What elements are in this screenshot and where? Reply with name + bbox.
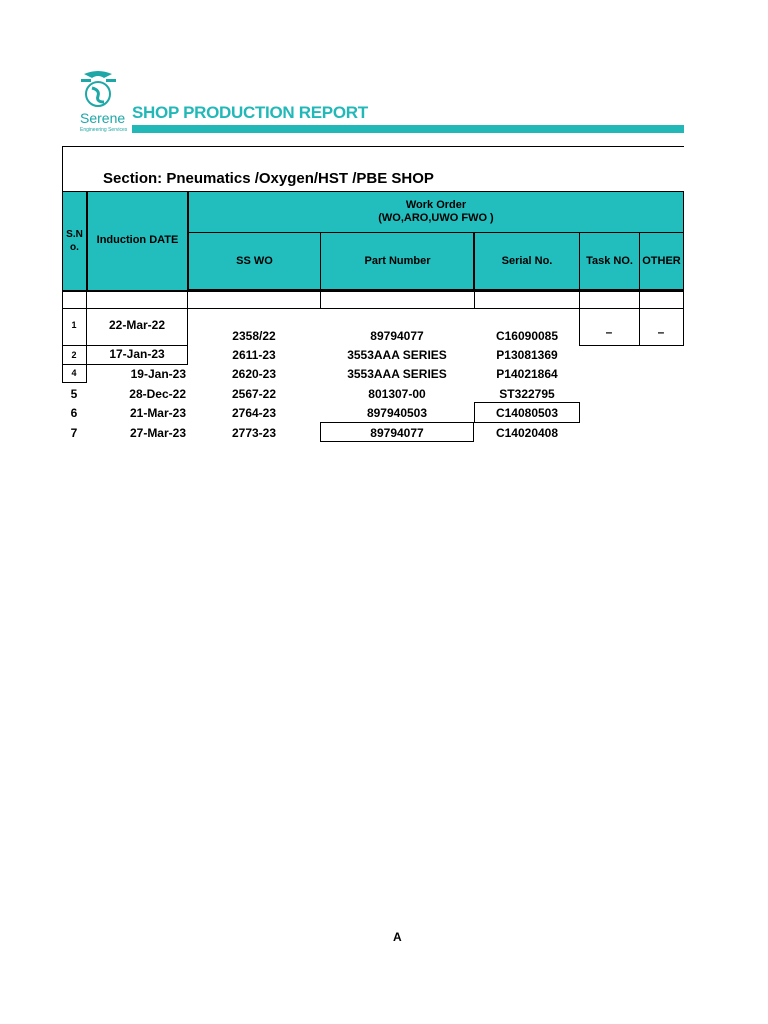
header-induction-date-label: Induction DATE [96, 234, 179, 246]
row6-part: 89794077 [370, 426, 424, 440]
frame-left-border [62, 146, 63, 191]
row1-date: 22-Mar-22 [108, 318, 166, 332]
blank-cell [474, 291, 580, 309]
row5-ss-wo: 2764-23 [231, 406, 277, 420]
row2-sno: 2 [71, 350, 77, 360]
row2-date: 17-Jan-23 [109, 347, 165, 361]
header-work-order [187, 191, 684, 233]
header-induction-date [87, 191, 188, 291]
row2-ss-wo: 2611-23 [232, 348, 276, 362]
row1-ss-wo: 2358/22 [232, 329, 276, 343]
header-ss-wo: SS WO [187, 232, 321, 291]
logo-name: Serene [80, 110, 126, 126]
row5-part: 897940503 [366, 406, 428, 420]
blank-cell [86, 291, 188, 309]
row6-ss-wo: 2773-23 [231, 426, 277, 440]
header-work-order-subtitle: (WO,ARO,UWO FWO ) [378, 212, 494, 224]
row6-sno: 7 [70, 426, 78, 440]
row1-serial: C16090085 [495, 329, 559, 343]
header-work-order-title: Work Order [405, 199, 467, 211]
row4-date: 28-Dec-22 [129, 387, 186, 401]
row4-sno: 5 [70, 387, 78, 401]
row3-part: 3553AAA SERIES [347, 367, 447, 381]
row4-ss-wo: 2567-22 [231, 387, 277, 401]
row5-serial: C14080503 [495, 406, 559, 420]
row4-part: 801307-00 [368, 387, 426, 401]
row5-sno: 6 [70, 406, 78, 420]
row1-part: 89794077 [370, 329, 424, 343]
row4-serial: ST322795 [499, 387, 555, 401]
frame-top-border [62, 146, 684, 147]
header-part-number: Part Number [320, 232, 475, 291]
row1-sno: 1 [71, 320, 77, 330]
row3-serial: P14021864 [496, 367, 558, 381]
row3-date: 19-Jan-23 [130, 367, 186, 381]
row3-ss-wo: 2620-23 [231, 367, 277, 381]
header-serial-no: Serial No. [473, 232, 580, 291]
row6-date: 27-Mar-23 [129, 426, 186, 440]
logo-tagline: Engineering Services [80, 127, 128, 133]
header-task-no: Task NO. [579, 232, 640, 291]
blank-cell [320, 291, 475, 309]
row2-part: 3553AAA SERIES [347, 348, 447, 362]
header-sno: S.N o. [62, 191, 87, 291]
row2-serial: P13081369 [496, 348, 558, 362]
header-other: OTHER [639, 232, 684, 291]
blank-cell [62, 291, 87, 309]
row3-sno: 4 [71, 368, 77, 378]
section-title: Section: Pneumatics /Oxygen/HST /PBE SHOP [103, 170, 434, 187]
row5-date: 21-Mar-23 [129, 406, 186, 420]
blank-cell [579, 291, 640, 309]
title-underline-bar [132, 125, 684, 133]
footer-label: A [393, 930, 402, 944]
row1-other: – [657, 325, 665, 339]
row1-task: – [605, 325, 613, 339]
blank-cell [639, 291, 684, 309]
blank-cell [187, 291, 321, 309]
report-title: SHOP PRODUCTION REPORT [132, 103, 368, 122]
row6-serial: C14020408 [495, 426, 559, 440]
